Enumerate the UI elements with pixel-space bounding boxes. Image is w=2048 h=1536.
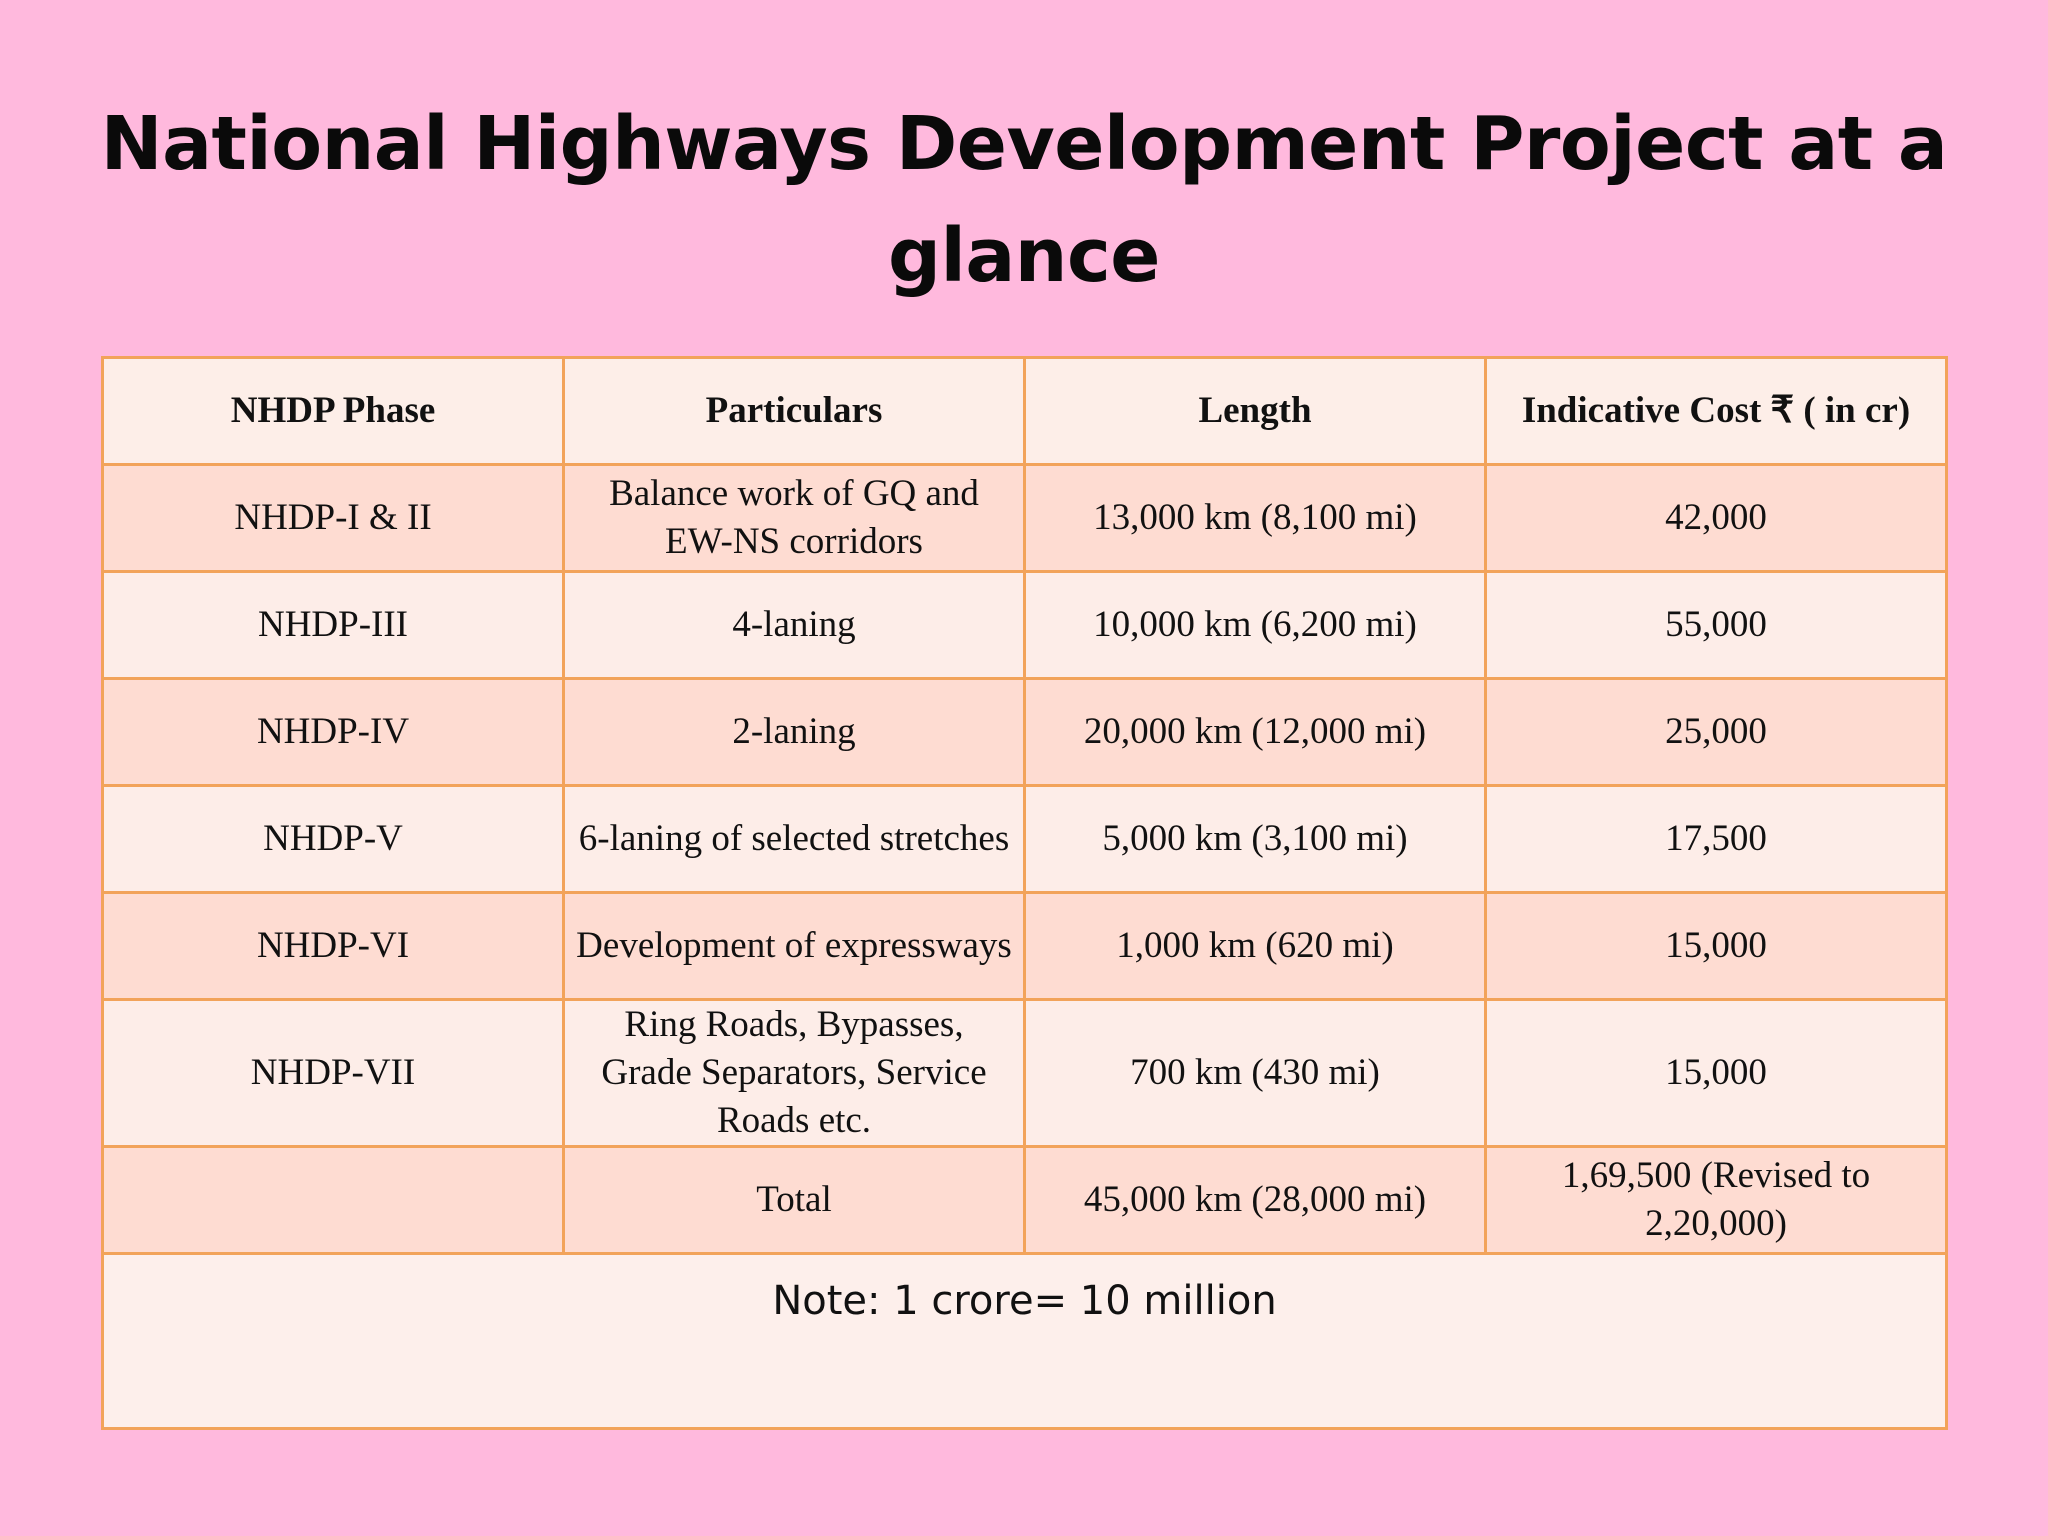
header-nhdp-phase: NHDP Phase — [103, 358, 564, 465]
cell-total-cost: 1,69,500 (Revised to 2,20,000) — [1486, 1147, 1947, 1254]
table-row — [103, 572, 1947, 679]
header-particulars: Particulars — [564, 358, 1025, 465]
header-indicative-cost: Indicative Cost ₹ ( in cr) — [1486, 358, 1947, 465]
cell-particulars: Development of expressways — [564, 893, 1025, 1000]
cell-particulars: 6-laning of selected stretches — [564, 786, 1025, 893]
cell-cost: 15,000 — [1486, 893, 1947, 1000]
header-length: Length — [1025, 358, 1486, 465]
cell-cost: 17,500 — [1486, 786, 1947, 893]
cell-particulars: 2-laning — [564, 679, 1025, 786]
table-note: Note: 1 crore= 10 million — [103, 1254, 1947, 1429]
table-total-row — [103, 1147, 1947, 1254]
table-row — [103, 1000, 1947, 1147]
table-row — [103, 893, 1947, 1000]
cell-cost: 25,000 — [1486, 679, 1947, 786]
cell-phase: NHDP-V — [103, 786, 564, 893]
cell-phase: NHDP-VI — [103, 893, 564, 1000]
cell-total-label: Total — [564, 1147, 1025, 1254]
table-header-row — [103, 358, 1947, 465]
cell-length: 10,000 km (6,200 mi) — [1025, 572, 1486, 679]
cell-length: 1,000 km (620 mi) — [1025, 893, 1486, 1000]
cell-particulars: Balance work of GQ and EW-NS corridors — [564, 465, 1025, 572]
slide-title: National Highways Development Project at a glance — [100, 101, 1948, 299]
cell-length: 13,000 km (8,100 mi) — [1025, 465, 1486, 572]
nhdp-table-container — [101, 356, 1948, 1404]
table-row — [103, 679, 1947, 786]
cell-total-length: 45,000 km (28,000 mi) — [1025, 1147, 1486, 1254]
nhdp-table — [101, 356, 1948, 1430]
cell-phase: NHDP-III — [103, 572, 564, 679]
table-note-row — [103, 1254, 1947, 1429]
cell-length: 5,000 km (3,100 mi) — [1025, 786, 1486, 893]
cell-length: 700 km (430 mi) — [1025, 1000, 1486, 1147]
cell-length: 20,000 km (12,000 mi) — [1025, 679, 1486, 786]
table-row — [103, 786, 1947, 893]
cell-cost: 55,000 — [1486, 572, 1947, 679]
table-row — [103, 465, 1947, 572]
cell-cost: 42,000 — [1486, 465, 1947, 572]
cell-phase: NHDP-IV — [103, 679, 564, 786]
cell-phase: NHDP-VII — [103, 1000, 564, 1147]
cell-particulars: 4-laning — [564, 572, 1025, 679]
cell-particulars: Ring Roads, Bypasses, Grade Separators, Service Roads etc. — [564, 1000, 1025, 1147]
cell-phase-empty — [103, 1147, 564, 1254]
cell-cost: 15,000 — [1486, 1000, 1947, 1147]
cell-phase: NHDP-I & II — [103, 465, 564, 572]
